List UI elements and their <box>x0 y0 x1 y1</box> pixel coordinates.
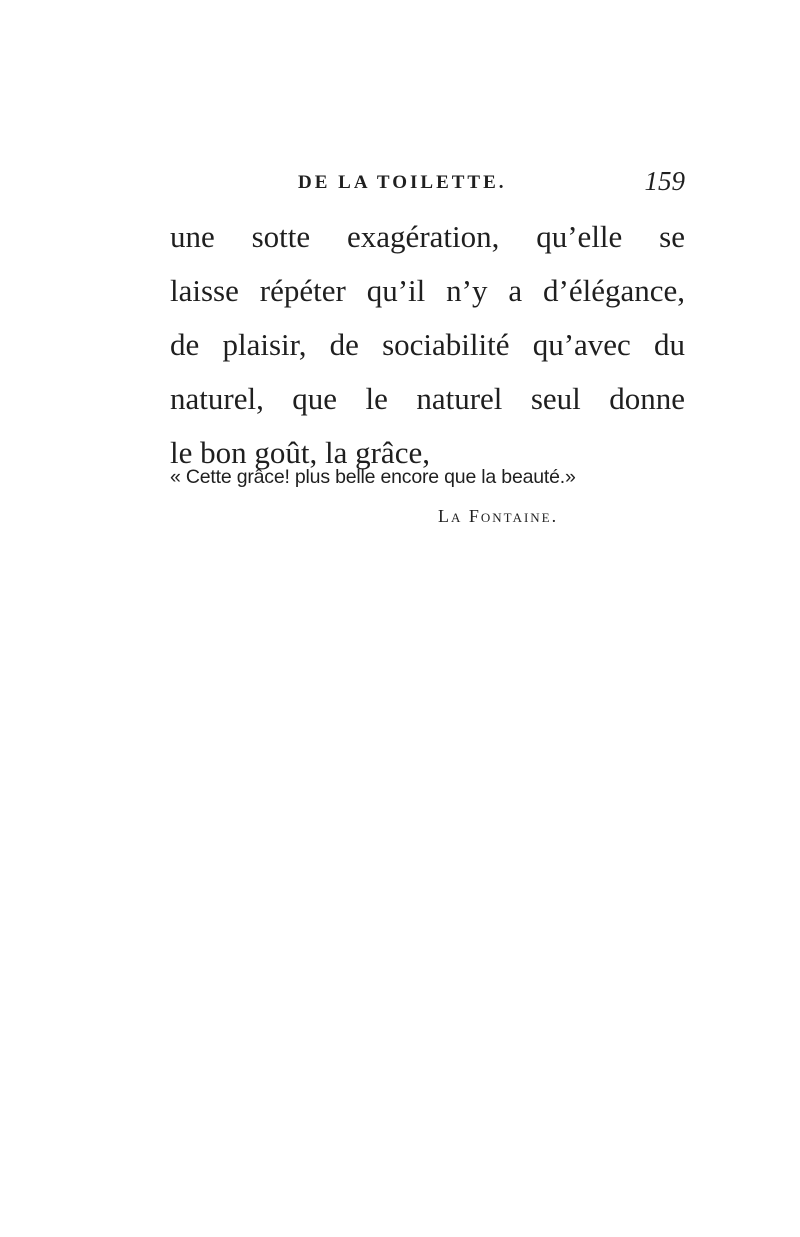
body-line: une sotte exagération, qu’elle se <box>170 219 685 254</box>
body-paragraph <box>170 210 685 480</box>
running-title: DE LA TOILETTE. <box>298 172 507 193</box>
quotation-attribution: La Fontaine. <box>438 506 559 526</box>
body-line: laisse répéter qu’il n’y a d’élégance, <box>170 273 685 308</box>
page-number: 159 <box>644 166 685 196</box>
body-line: naturel, que le naturel seul donne <box>170 381 685 416</box>
quotation: « Cette grâce! plus belle encore que la beauté.» <box>170 466 576 488</box>
body-line: de plaisir, de sociabilité qu’avec du <box>170 327 685 362</box>
body-line: le bon goût, la grâce, <box>170 435 430 470</box>
running-head <box>170 166 685 202</box>
